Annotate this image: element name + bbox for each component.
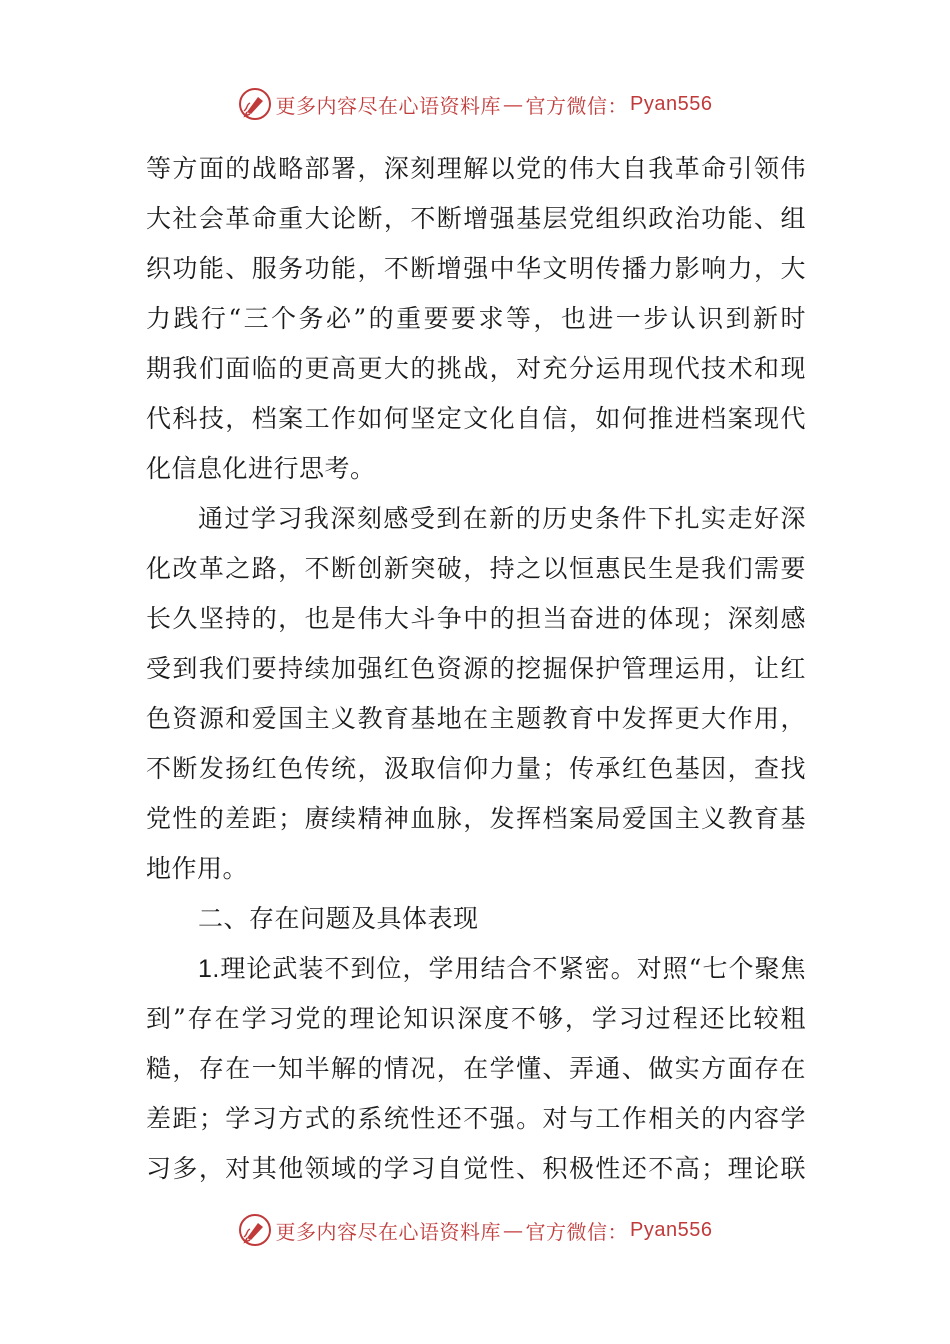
watermark-dash: — [503,92,524,116]
document-body [146,144,806,1194]
text-line: 化信息化进行思考。 [146,454,376,483]
text-line: 等方面的战略部署，深刻理解以党的伟大自我革命引领伟 [146,154,806,183]
text-line: 代科技，档案工作如何坚定文化自信，如何推进档案现代 [146,404,806,433]
text-line [146,944,806,994]
text-line: 习多，对其他领域的学习自觉性、积极性还不高；理论联 [146,1154,806,1183]
text-line: 党性的差距；赓续精神血脉，发挥档案局爱国主义教育基 [146,804,806,833]
text-line: 期我们面临的更高更大的挑战，对充分运用现代技术和现 [146,354,806,383]
text-line: 受到我们要持续加强红色资源的挖掘保护管理运用，让红 [146,654,806,683]
header-watermark [0,84,950,124]
watermark-id: Pyan556 [630,1218,713,1241]
footer-watermark [0,1210,950,1250]
text-line: 色资源和爱国主义教育基地在主题教育中发挥更大作用， [146,704,806,733]
pen-nib-logo-icon [238,87,272,121]
watermark-text: 更多内容尽在心语资料库 [275,93,502,118]
text-line: 地作用。 [146,854,249,883]
watermark-label: 官方微信： [525,1219,629,1244]
text-line: 到”存在学习党的理论知识深度不够，学习过程还比较粗 [146,1004,806,1033]
text-line: 长久坚持的，也是伟大斗争中的担当奋进的体现；深刻感 [146,604,806,633]
watermark-text: 更多内容尽在心语资料库 [275,1219,502,1244]
paragraph [146,144,806,494]
pen-nib-logo-icon [238,1213,272,1247]
section-heading: 二、存在问题及具体表现 [198,904,479,933]
text-line: 化改革之路，不断创新突破，持之以恒惠民生是我们需要 [146,554,806,583]
watermark-dash: — [503,1218,524,1242]
text-line: 通过学习我深刻感受到在新的历史条件下扎实走好深 [198,504,806,533]
watermark-id: Pyan556 [630,92,713,115]
item-number: 1. [198,955,220,983]
watermark-label: 官方微信： [525,93,629,118]
paragraph [146,944,806,1194]
text-line: 差距；学习方式的系统性还不强。对与工作相关的内容学 [146,1104,806,1133]
paragraph [146,494,806,894]
text-line: 力践行“三个务必”的重要要求等，也进一步认识到新时 [146,304,806,333]
text-line: 糙，存在一知半解的情况，在学懂、弄通、做实方面存在 [146,1054,806,1083]
text-line: 大社会革命重大论断，不断增强基层党组织政治功能、组 [146,204,806,233]
text-line: 不断发扬红色传统，汲取信仰力量；传承红色基因，查找 [146,754,806,783]
item-first-line: 理论武装不到位，学用结合不紧密。对照“七个聚焦 [219,954,806,983]
text-line: 织功能、服务功能，不断增强中华文明传播力影响力，大 [146,254,806,283]
